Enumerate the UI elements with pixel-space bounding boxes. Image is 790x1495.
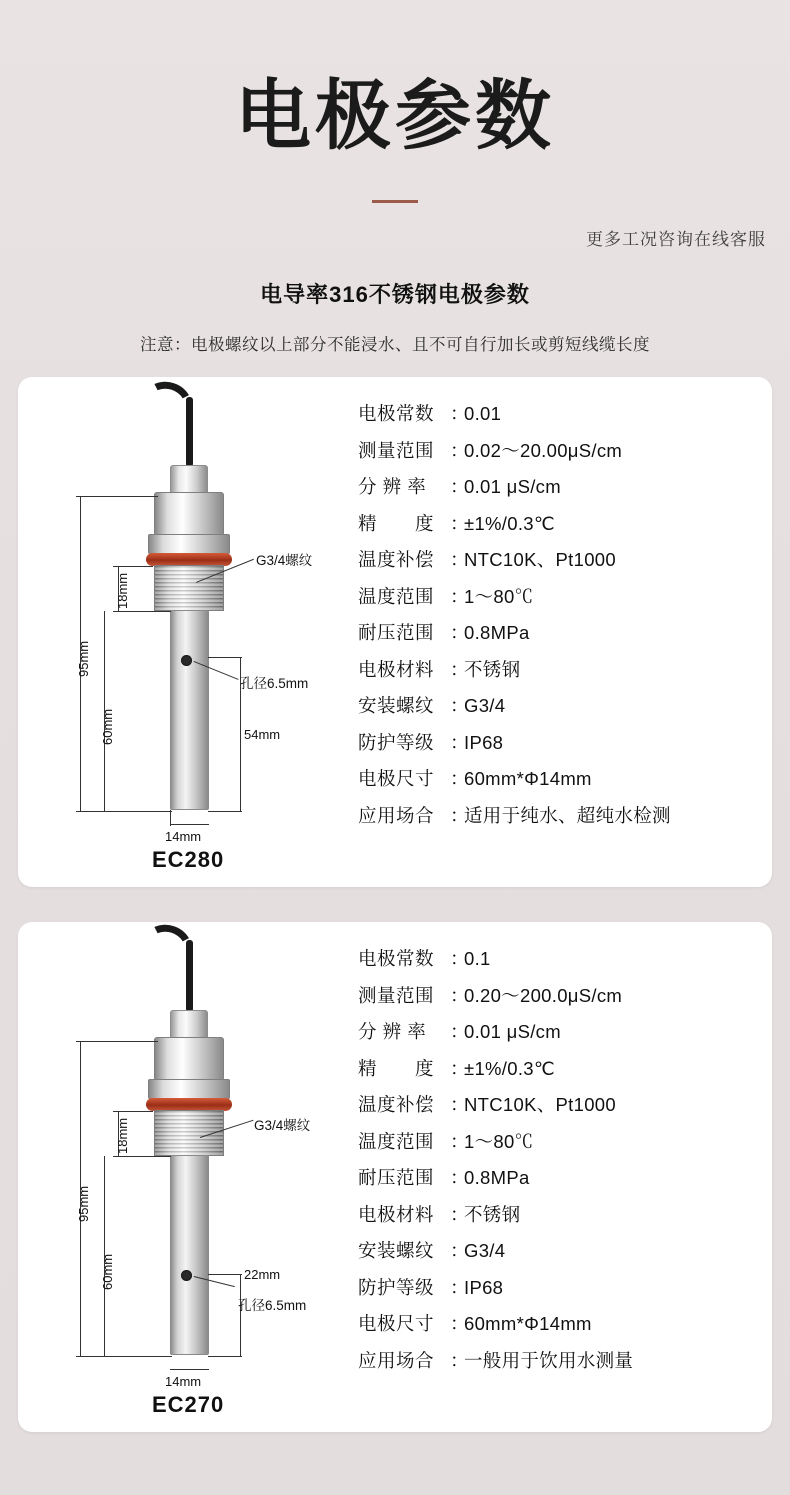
spec-colon: ：: [450, 1130, 469, 1152]
spec-row: [358, 1315, 772, 1334]
spec-value: 0.1: [464, 948, 491, 969]
dim-tick: [113, 1111, 153, 1112]
spec-value: IP68: [464, 1276, 504, 1298]
spec-value: 60mm*Φ14mm: [464, 768, 592, 789]
spec-colon: ：: [450, 403, 469, 424]
probe-hole: [181, 655, 192, 666]
spec-colon: ：: [450, 658, 469, 680]
spec-row: [358, 551, 772, 570]
spec-value: NTC10K、Pt1000: [464, 1094, 616, 1115]
spec-value: IP68: [464, 731, 504, 753]
spec-key: 电极常数: [358, 948, 435, 969]
spec-value: 0.01: [464, 403, 502, 424]
spec-row: [358, 585, 772, 607]
spec-colon: ：: [450, 1094, 469, 1115]
spec-key: 电极材料: [358, 658, 435, 680]
spec-key: 分 辨 率: [358, 476, 427, 497]
spec-colon: ：: [450, 1057, 469, 1079]
spec-value: G3/4: [464, 1240, 506, 1261]
dim-tick: [208, 811, 242, 812]
spec-key: 应用场合: [358, 1349, 435, 1371]
spec-row: [358, 1096, 772, 1115]
dim-label-60mm: 60mm: [100, 708, 115, 745]
dim-label-95mm: 95mm: [76, 640, 91, 677]
spec-list-ec270: [358, 922, 772, 1432]
spec-row: [358, 624, 772, 643]
spec-row: [358, 405, 772, 424]
spec-value: 不锈钢: [464, 1203, 521, 1225]
spec-value: 一般用于饮用水测量: [464, 1349, 634, 1371]
dim-tick: [76, 496, 158, 497]
spec-row: [358, 950, 772, 969]
dim-label-14mm: 14mm: [165, 829, 202, 844]
spec-key: 温度补偿: [358, 1094, 435, 1115]
probe-flange: [148, 1079, 230, 1099]
dim-tick: [100, 811, 172, 812]
callout-hole: 孔径6.5mm: [240, 676, 309, 691]
model-label-ec270: EC270: [152, 1392, 225, 1417]
dim-tick: [113, 566, 153, 567]
spec-row: [358, 439, 772, 461]
spec-key: 耐压范围: [358, 1167, 435, 1188]
spec-key: 应用场合: [358, 804, 435, 826]
spec-colon: ：: [450, 984, 469, 1006]
callout-thread: G3/4螺纹: [256, 553, 313, 568]
spec-row: [358, 1276, 772, 1298]
dim-line-22mm: [240, 1274, 241, 1356]
spec-key: 防护等级: [358, 731, 435, 753]
spec-colon: ：: [450, 1203, 469, 1225]
spec-colon: ：: [450, 948, 469, 969]
probe-figure-ec280: [18, 377, 358, 887]
spec-value: 0.8MPa: [464, 622, 530, 643]
spec-value: ±1%/0.3℃: [464, 1057, 555, 1079]
spec-key: 防护等级: [358, 1276, 435, 1298]
spec-colon: ：: [450, 476, 469, 497]
spec-colon: ：: [450, 804, 469, 826]
dim-tick: [76, 1041, 158, 1042]
spec-key: 分 辨 率: [358, 1021, 427, 1042]
spec-colon: ：: [450, 768, 469, 789]
spec-value: G3/4: [464, 695, 506, 716]
dim-line-14mm: [170, 824, 209, 825]
spec-key: 安装螺纹: [358, 695, 435, 716]
spec-key: 电极尺寸: [358, 1313, 435, 1334]
spec-value: 0.01 μS/cm: [464, 476, 561, 497]
probe-hex-nut: [154, 1037, 224, 1081]
dim-label-14mm: 14mm: [165, 1374, 202, 1389]
spec-value: 0.20～200.0μS/cm: [464, 984, 623, 1006]
spec-key: 精 度: [358, 1057, 435, 1079]
spec-colon: ：: [450, 439, 469, 461]
callout-thread: G3/4螺纹: [254, 1118, 311, 1133]
dim-tick: [113, 1156, 171, 1157]
spec-key: 测量范围: [358, 439, 435, 461]
spec-colon: ：: [450, 549, 469, 570]
spec-key: 耐压范围: [358, 622, 435, 643]
callout-hole: 孔径6.5mm: [238, 1298, 307, 1313]
probe-neck: [170, 465, 208, 495]
spec-value: 1～80℃: [464, 585, 534, 607]
dim-tick: [100, 1356, 172, 1357]
model-label-ec280: EC280: [152, 847, 225, 872]
spec-row: [358, 770, 772, 789]
service-note: 更多工况咨询在线客服: [586, 230, 766, 249]
spec-colon: ：: [450, 1240, 469, 1261]
spec-key: 温度范围: [358, 585, 435, 607]
spec-row: [358, 1023, 772, 1042]
spec-list-ec280: [358, 377, 772, 887]
dim-label-95mm: 95mm: [76, 1185, 91, 1222]
spec-value: 60mm*Φ14mm: [464, 1313, 592, 1334]
spec-colon: ：: [450, 731, 469, 753]
section-title: 电导率316不锈钢电极参数: [260, 282, 530, 307]
probe-flange: [148, 534, 230, 554]
probe-hole: [181, 1270, 192, 1281]
dim-label-22mm: 22mm: [244, 1267, 281, 1282]
spec-key: 测量范围: [358, 984, 435, 1006]
probe-neck: [170, 1010, 208, 1040]
probe-hex-nut: [154, 492, 224, 536]
spec-key: 安装螺纹: [358, 1240, 435, 1261]
spec-key: 电极材料: [358, 1203, 435, 1225]
spec-row: [358, 512, 772, 534]
spec-value: 0.02～20.00μS/cm: [464, 439, 623, 461]
spec-colon: ：: [450, 585, 469, 607]
spec-value: NTC10K、Pt1000: [464, 549, 616, 570]
spec-row: [358, 804, 772, 826]
spec-row: [358, 1349, 772, 1371]
spec-colon: ：: [450, 1313, 469, 1334]
spec-row: [358, 984, 772, 1006]
spec-value: 适用于纯水、超纯水检测: [464, 804, 671, 826]
dim-tick: [113, 611, 171, 612]
spec-value: 0.8MPa: [464, 1167, 530, 1188]
product-card-ec280: [18, 377, 772, 887]
spec-colon: ：: [450, 1167, 469, 1188]
spec-row: [358, 1242, 772, 1261]
page-title: 电极参数: [235, 71, 555, 160]
dim-tick: [208, 1356, 242, 1357]
spec-colon: ：: [450, 1276, 469, 1298]
spec-value: 不锈钢: [464, 658, 521, 680]
probe-shaft: [170, 610, 209, 810]
product-card-ec270: [18, 922, 772, 1432]
spec-colon: ：: [450, 695, 469, 716]
spec-colon: ：: [450, 1349, 469, 1371]
probe-shaft: [170, 1155, 209, 1355]
dim-label-60mm: 60mm: [100, 1253, 115, 1290]
dim-label-54mm: 54mm: [244, 727, 281, 742]
spec-key: 电极常数: [358, 403, 435, 424]
spec-key: 温度范围: [358, 1130, 435, 1152]
spec-key: 精 度: [358, 512, 435, 534]
spec-row: [358, 1169, 772, 1188]
spec-colon: ：: [450, 512, 469, 534]
spec-row: [358, 658, 772, 680]
spec-key: 电极尺寸: [358, 768, 435, 789]
spec-row: [358, 1203, 772, 1225]
probe-figure-ec270: [18, 922, 358, 1432]
spec-row: [358, 478, 772, 497]
probe-thread: [154, 565, 224, 611]
dim-label-18mm: 18mm: [115, 1117, 130, 1154]
spec-colon: ：: [450, 622, 469, 643]
spec-value: 0.01 μS/cm: [464, 1021, 561, 1042]
dim-label-18mm: 18mm: [115, 572, 130, 609]
spec-value: 1～80℃: [464, 1130, 534, 1152]
dim-tick: [208, 1274, 242, 1275]
spec-row: [358, 697, 772, 716]
section-note: 注意：电极螺纹以上部分不能浸水、且不可自行加长或剪短线缆长度: [140, 336, 650, 354]
spec-value: ±1%/0.3℃: [464, 512, 555, 534]
dim-tick: [170, 810, 171, 826]
spec-row: [358, 1057, 772, 1079]
spec-row: [358, 1130, 772, 1152]
dim-tick: [208, 657, 242, 658]
dim-line-14mm: [170, 1369, 209, 1370]
spec-colon: ：: [450, 1021, 469, 1042]
spec-key: 温度补偿: [358, 549, 435, 570]
spec-row: [358, 731, 772, 753]
